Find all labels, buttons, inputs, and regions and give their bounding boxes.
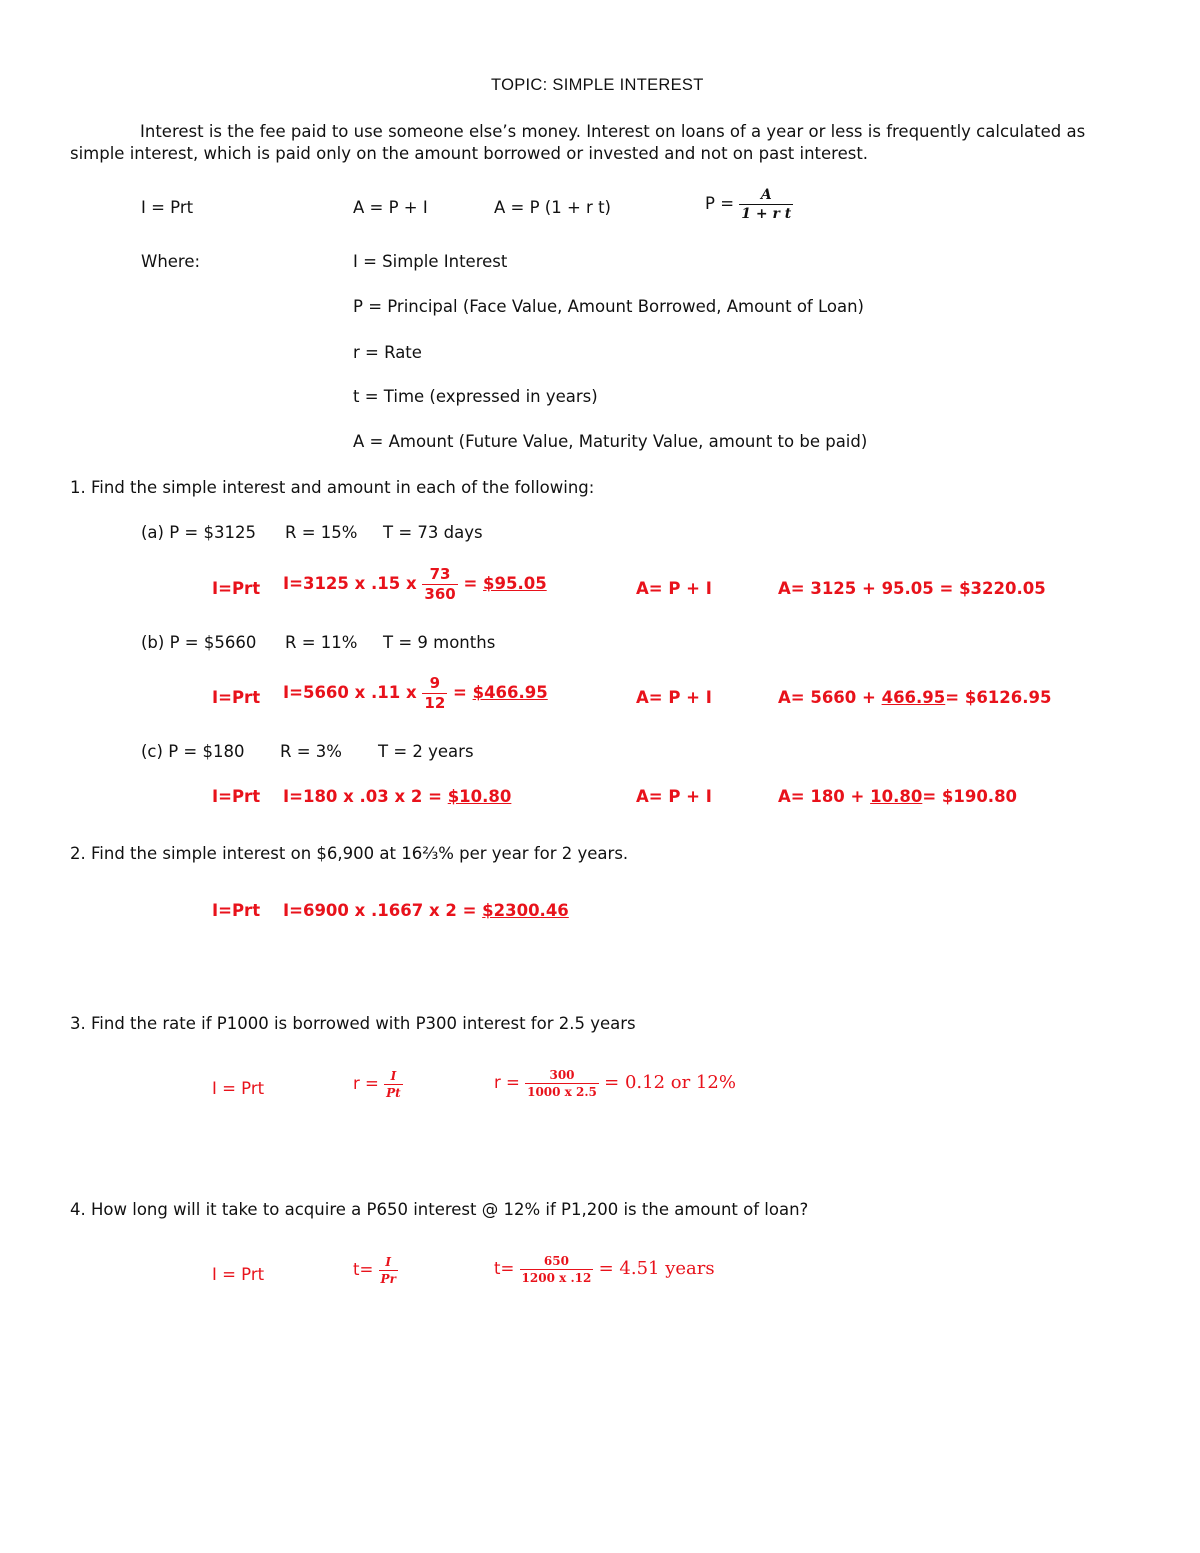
fraction-denominator: 360: [424, 585, 456, 603]
page-title: TOPIC: SIMPLE INTEREST: [491, 76, 704, 94]
q1b-calculation: [283, 676, 548, 711]
question-1: 1. Find the simple interest and amount in each of the following:: [70, 478, 595, 497]
q1c-amount-pre: A= 180 +: [778, 787, 865, 806]
q1b-amount-post: = $6126.95: [945, 688, 1052, 707]
fraction-numerator: I: [379, 1256, 398, 1271]
q1c-time: T = 2 years: [378, 742, 474, 761]
question-2: 2. Find the simple interest on $6,900 at 16⅔% per year for 2 years.: [70, 844, 629, 863]
q1b-formula: I=Prt: [212, 688, 261, 707]
where-item-principal: P = Principal (Face Value, Amount Borrowed, Amount of Loan): [353, 297, 864, 316]
q3-rate-formula: [353, 1070, 403, 1099]
q4-time-fraction: [379, 1256, 398, 1285]
q1c-amount-formula: A= P + I: [636, 787, 712, 806]
q3-calc-fraction: [525, 1069, 599, 1098]
q1c-amount-post: = $190.80: [922, 787, 1018, 806]
q1a-equals: =: [463, 574, 478, 593]
q4-calc-lhs: t=: [494, 1259, 515, 1278]
q1b-fraction: [422, 676, 447, 711]
q1c-amount-answer: [778, 789, 1017, 806]
q1a-interest-answer: $95.05: [483, 574, 547, 593]
q1a-amount-answer: A= 3125 + 95.05 = $3220.05: [778, 579, 1046, 598]
q1b-amount-formula: A= P + I: [636, 688, 712, 707]
q1a-amount-formula: A= P + I: [636, 579, 712, 598]
q1a-formula: I=Prt: [212, 579, 261, 598]
q3-result: = 0.12 or 12%: [604, 1072, 736, 1093]
fraction-denominator: 1000 x 2.5: [527, 1085, 597, 1099]
intro-paragraph: Interest is the fee paid to use someone else’s money. Interest on loans of a year or less is frequently calculated as simple interest, which is paid only on the amount borrowed or invested and not on past interest.: [70, 122, 1086, 163]
fraction-denominator: Pt: [386, 1086, 401, 1100]
q1c-calculation: [283, 789, 511, 806]
fraction-denominator: 12: [424, 694, 446, 712]
q4-calculation: [494, 1255, 715, 1284]
q1a-rate: R = 15%: [285, 523, 358, 542]
formula-principal-fraction: [739, 188, 793, 221]
q1b-amount-underlined: 466.95: [881, 688, 946, 707]
q2-calculation: [283, 903, 569, 920]
q3-formula: I = Prt: [212, 1079, 265, 1098]
fraction-numerator: 9: [422, 676, 447, 694]
fraction-denominator: Pr: [380, 1272, 396, 1286]
q4-calc-fraction: [520, 1255, 594, 1284]
q1b-rate: R = 11%: [285, 633, 358, 652]
q4-time-lhs: t=: [353, 1260, 374, 1279]
fraction-numerator: 300: [525, 1069, 599, 1084]
q1b-time: T = 9 months: [383, 633, 496, 652]
q2-calc-text: I=6900 x .1667 x 2 =: [283, 901, 477, 920]
q1a-calc-text: I=3125 x .15 x: [283, 574, 417, 593]
q1c-amount-underlined: 10.80: [870, 787, 923, 806]
where-item-interest: I = Simple Interest: [353, 252, 508, 271]
where-item-amount: A = Amount (Future Value, Maturity Value, amount to be paid): [353, 432, 868, 451]
q4-time-formula: [353, 1256, 398, 1285]
formula-principal-lhs: P =: [705, 194, 735, 213]
fraction-numerator: 73: [422, 567, 457, 585]
where-item-rate: r = Rate: [353, 343, 422, 362]
q1b-calc-text: I=5660 x .11 x: [283, 683, 417, 702]
q1b-amount-pre: A= 5660 +: [778, 688, 876, 707]
formula-principal: [705, 188, 793, 221]
q2-formula: I=Prt: [212, 901, 261, 920]
q3-calc-lhs: r =: [494, 1073, 520, 1092]
q1b-principal: (b) P = $5660: [141, 633, 257, 652]
where-item-time: t = Time (expressed in years): [353, 387, 598, 406]
q3-rate-fraction: [384, 1070, 403, 1099]
q1c-interest-answer: $10.80: [447, 787, 512, 806]
q1c-principal: (c) P = $180: [141, 742, 245, 761]
q1c-formula: I=Prt: [212, 787, 261, 806]
q1a-principal: (a) P = $3125: [141, 523, 256, 542]
question-4: 4. How long will it take to acquire a P650 interest @ 12% if P1,200 is the amount of loan?: [70, 1200, 809, 1219]
q3-calculation: [494, 1069, 736, 1098]
fraction-numerator: A: [739, 188, 793, 205]
q1a-fraction: [422, 567, 457, 602]
q1b-equals: =: [453, 683, 467, 702]
formula-interest: I = Prt: [141, 198, 194, 217]
q1b-interest-answer: $466.95: [472, 683, 548, 702]
q1a-calculation: [283, 567, 547, 602]
q1c-calc-text: I=180 x .03 x 2 =: [283, 787, 442, 806]
q4-result: = 4.51 years: [598, 1258, 715, 1279]
q3-rate-lhs: r =: [353, 1074, 379, 1093]
question-3: 3. Find the rate if P1000 is borrowed with P300 interest for 2.5 years: [70, 1014, 636, 1033]
formula-amount: A = P + I: [353, 198, 428, 217]
q2-interest-answer: $2300.46: [482, 901, 569, 920]
q1a-time: T = 73 days: [383, 523, 483, 542]
where-label: Where:: [141, 252, 201, 271]
q4-formula: I = Prt: [212, 1265, 265, 1284]
fraction-numerator: 650: [520, 1255, 594, 1270]
fraction-denominator: 1200 x .12: [521, 1271, 592, 1285]
q1b-amount-answer: [778, 690, 1051, 707]
q1c-rate: R = 3%: [280, 742, 342, 761]
formula-amount-rt: A = P (1 + r t): [494, 198, 611, 217]
fraction-denominator: 1 + r t: [741, 206, 792, 222]
fraction-numerator: I: [384, 1070, 403, 1085]
